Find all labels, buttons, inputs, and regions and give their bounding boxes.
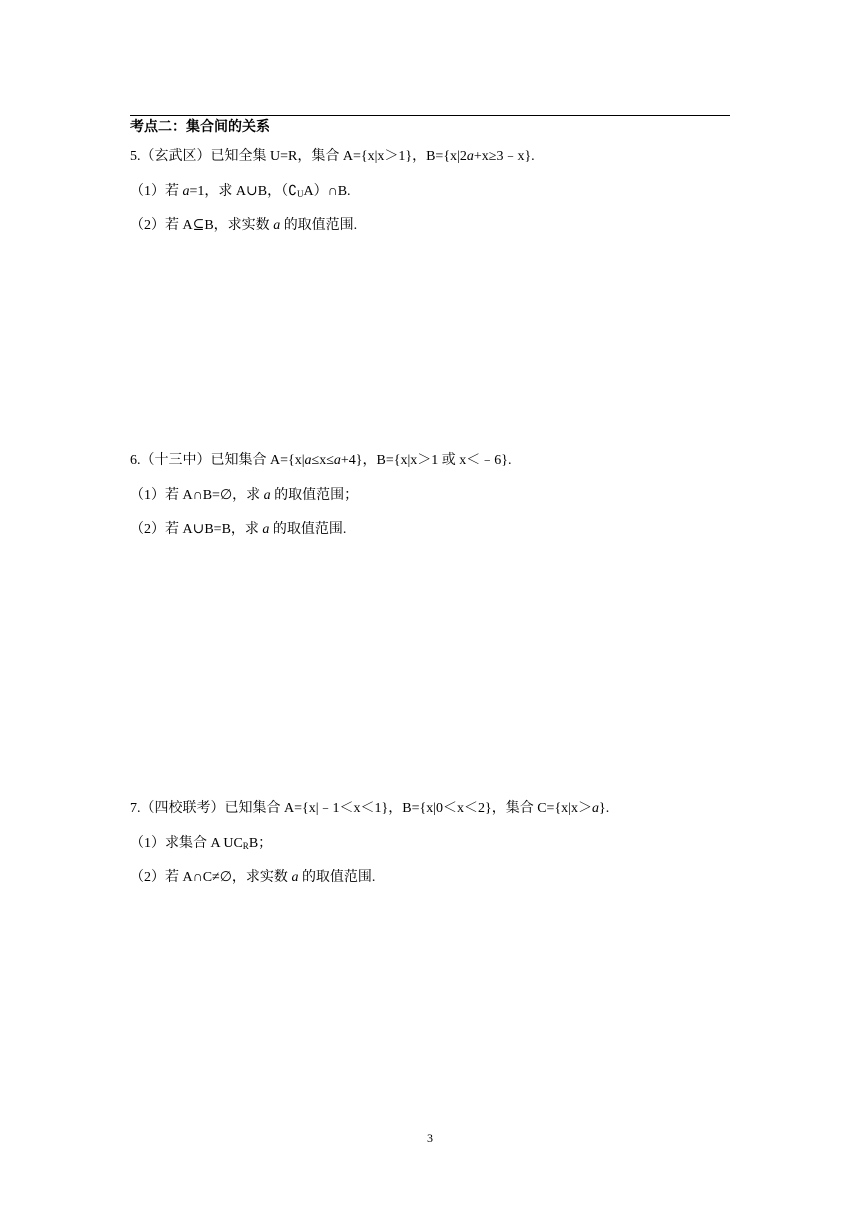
problem-7-part-2 xyxy=(130,867,375,889)
page-number: 3 xyxy=(427,1131,433,1145)
problem-6-part-2-text-2: 的取值范围. xyxy=(269,522,347,537)
problem-7-part-2-text-2: 的取值范围. xyxy=(298,870,376,885)
problem-7-stem-var-a: a xyxy=(591,801,599,816)
problem-6-part-2-var-a: a xyxy=(262,522,270,537)
problem-6-stem-text-3: +4}，B={x|x＞1 或 x＜﹣6}. xyxy=(340,453,512,468)
problem-5-part-2-text-1: （2）若 A⊆B，求实数 xyxy=(130,218,274,233)
problem-6-part-2 xyxy=(130,519,346,541)
problem-7-part-1-text-1: （1）求集合 A UC xyxy=(130,836,243,851)
problem-7-stem-text-1: 7.（四校联考）已知集合 A={x|﹣1＜x＜1}，B={x|0＜x＜2}，集合 C={x|x＞ xyxy=(130,801,592,816)
problem-5-part-1-text-1: （1）若 xyxy=(130,184,183,199)
problem-6-stem-text-1: 6.（十三中）已知集合 A={x| xyxy=(130,453,305,468)
problem-5-stem xyxy=(130,146,535,168)
problem-5-stem-var-a: a xyxy=(466,149,474,164)
problem-6-stem xyxy=(130,450,512,472)
problem-6-part-1-text-2: 的取值范围； xyxy=(270,488,359,503)
problem-7-part-1-text-2: B； xyxy=(248,836,273,851)
problem-5-part-1-text-2: =1，求 A∪B，（∁ xyxy=(189,184,297,199)
problem-5-part-2-var-a: a xyxy=(273,218,281,233)
header-rule xyxy=(130,115,730,116)
problem-6-stem-var-a-1: a xyxy=(304,453,312,468)
problem-6-stem-text-2: ≤x≤ xyxy=(311,453,334,468)
problem-5-stem-text-2: +x≥3﹣x}. xyxy=(473,149,535,164)
problem-7-part-2-text-1: （2）若 A∩C≠∅，求实数 xyxy=(130,870,292,885)
problem-6-part-1 xyxy=(130,485,358,507)
problem-6-part-1-text-1: （1）若 A∩B=∅，求 xyxy=(130,488,264,503)
problem-7-part-2-var-a: a xyxy=(291,870,299,885)
section-title: 考点二：集合间的关系 xyxy=(130,120,270,135)
problem-7-stem xyxy=(130,798,609,820)
problem-6-part-1-var-a: a xyxy=(263,488,271,503)
problem-5-part-2-text-2: 的取值范围. xyxy=(280,218,358,233)
problem-5-part-1-var-a: a xyxy=(182,184,190,199)
problem-5-part-2 xyxy=(130,215,357,237)
problem-5-stem-text-1: 5.（玄武区）已知全集 U=R，集合 A={x|x＞1}，B={x|2 xyxy=(130,149,467,164)
problem-5-part-1-subscript-u: U xyxy=(296,189,304,199)
problem-7-part-1-subscript-r: R xyxy=(242,841,249,851)
problem-7-part-1 xyxy=(130,833,272,855)
problem-7-stem-text-2: }. xyxy=(598,801,610,816)
problem-5-part-1 xyxy=(130,181,351,203)
problem-5-part-1-text-3: A）∩B. xyxy=(303,184,351,199)
problem-6-part-2-text-1: （2）若 A∪B=B，求 xyxy=(130,522,263,537)
problem-6-stem-var-a-2: a xyxy=(333,453,341,468)
